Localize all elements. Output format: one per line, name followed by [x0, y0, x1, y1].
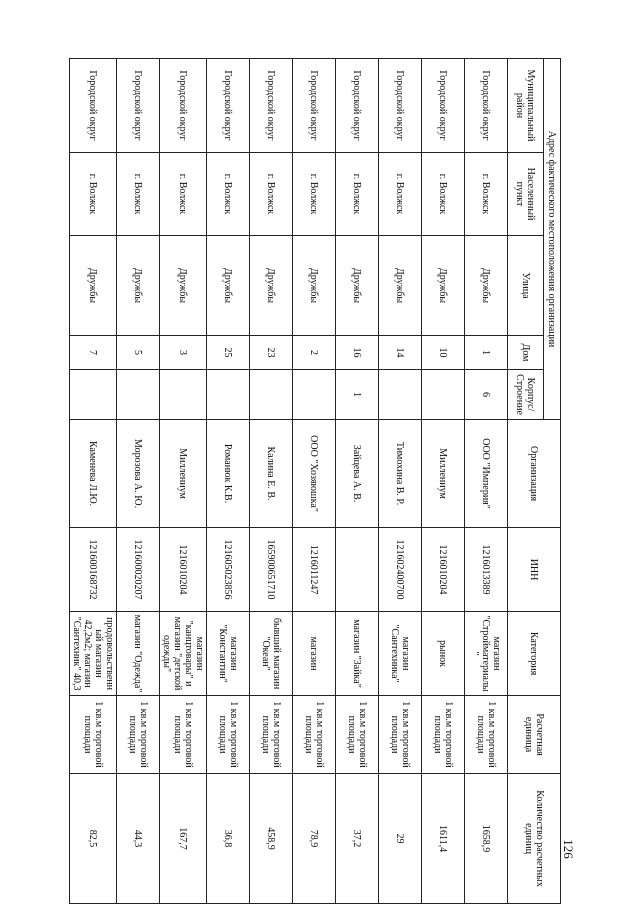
cell-quantity: 1658,9 — [465, 774, 508, 904]
cell-locality: г. Волжск — [336, 153, 379, 236]
cell-district: Городской округ — [293, 59, 336, 153]
cell-organization: Тимохина В. Р. — [379, 420, 422, 528]
table-row — [70, 59, 117, 904]
cell-street: Дружбы — [379, 236, 422, 336]
cell-district: Городской округ — [117, 59, 160, 153]
page-number: 126 — [561, 839, 576, 859]
cell-locality: г. Волжск — [117, 153, 160, 236]
organizations-table — [69, 58, 561, 904]
table-row — [207, 59, 250, 904]
cell-unit: 1 кв.м торговой площади — [465, 696, 508, 774]
cell-quantity: 458,9 — [250, 774, 293, 904]
building-header: Корпус/ Строение — [508, 370, 544, 420]
table-row — [160, 59, 207, 904]
cell-category: продовольственный магазин 42,2м2; магазин "Сантехник" 40,3 — [70, 612, 117, 696]
cell-organization: Миллениум — [160, 420, 207, 528]
cell-organization: ООО "Империя" — [465, 420, 508, 528]
cell-inn: 1216010204 — [160, 528, 207, 612]
cell-category: магазин "Стройматериалы" — [465, 612, 508, 696]
cell-quantity: 44,3 — [117, 774, 160, 904]
cell-locality: г. Волжск — [207, 153, 250, 236]
cell-district: Городской округ — [160, 59, 207, 153]
cell-category: рынок — [422, 612, 465, 696]
cell-house: 16 — [336, 336, 379, 370]
cell-district: Городской округ — [70, 59, 117, 153]
cell-quantity: 37,2 — [336, 774, 379, 904]
table-body — [70, 59, 508, 904]
category-header: Категория — [508, 612, 561, 696]
table-row — [422, 59, 465, 904]
cell-inn: 1216011247 — [293, 528, 336, 612]
cell-street: Дружбы — [250, 236, 293, 336]
cell-locality: г. Волжск — [250, 153, 293, 236]
cell-building — [117, 370, 160, 420]
cell-category: магазин "Константин" — [207, 612, 250, 696]
cell-street: Дружбы — [160, 236, 207, 336]
cell-building — [250, 370, 293, 420]
cell-unit: 1 кв.м торговой площади — [117, 696, 160, 774]
cell-building — [379, 370, 422, 420]
cell-district: Городской округ — [336, 59, 379, 153]
cell-quantity: 82,5 — [70, 774, 117, 904]
cell-district: Городской округ — [207, 59, 250, 153]
cell-building — [293, 370, 336, 420]
table-row — [250, 59, 293, 904]
cell-building: 1 — [336, 370, 379, 420]
cell-quantity: 167,7 — [160, 774, 207, 904]
cell-locality: г. Волжск — [465, 153, 508, 236]
rotated-table-container — [69, 58, 561, 904]
cell-organization: Морозова А. Ю. — [117, 420, 160, 528]
cell-locality: г. Волжск — [293, 153, 336, 236]
cell-category: магазин — [293, 612, 336, 696]
cell-unit: 1 кв.м торговой площади — [422, 696, 465, 774]
cell-locality: г. Волжск — [70, 153, 117, 236]
cell-building: 6 — [465, 370, 508, 420]
cell-organization: ООО "Хозяюшка" — [293, 420, 336, 528]
cell-quantity: 36,8 — [207, 774, 250, 904]
cell-district: Городской округ — [250, 59, 293, 153]
quantity-header: Количество расчетных единиц — [508, 774, 561, 904]
cell-locality: г. Волжск — [379, 153, 422, 236]
cell-inn: 165900651710 — [250, 528, 293, 612]
cell-unit: 1 кв.м торговой площади — [207, 696, 250, 774]
cell-inn: 1216013389 — [465, 528, 508, 612]
cell-street: Дружбы — [422, 236, 465, 336]
cell-unit: 1 кв.м торговой площади — [379, 696, 422, 774]
table-row — [293, 59, 336, 904]
cell-inn: 121600168732 — [70, 528, 117, 612]
cell-street: Дружбы — [465, 236, 508, 336]
cell-district: Городской округ — [465, 59, 508, 153]
cell-organization: Зайцева А. В. — [336, 420, 379, 528]
cell-street: Дружбы — [293, 236, 336, 336]
cell-building — [160, 370, 207, 420]
cell-unit: 1 кв.м торговой площади — [160, 696, 207, 774]
cell-house: 7 — [70, 336, 117, 370]
cell-district: Городской округ — [379, 59, 422, 153]
cell-quantity: 78,9 — [293, 774, 336, 904]
cell-category: магазин "Одежда" — [117, 612, 160, 696]
cell-locality: г. Волжск — [160, 153, 207, 236]
cell-unit: 1 кв.м торговой площади — [293, 696, 336, 774]
table-row — [117, 59, 160, 904]
cell-house: 25 — [207, 336, 250, 370]
cell-category: бывший магазин "Океан" — [250, 612, 293, 696]
cell-organization: Каменева Л.Ю. — [70, 420, 117, 528]
address-group-header: Адрес фактического местоположения организации — [544, 59, 561, 420]
cell-unit: 1 кв.м торговой площади — [336, 696, 379, 774]
cell-locality: г. Волжск — [422, 153, 465, 236]
house-header: Дом — [508, 336, 544, 370]
street-header: Улица — [508, 236, 544, 336]
cell-house: 2 — [293, 336, 336, 370]
cell-unit: 1 кв.м торговой площади — [70, 696, 117, 774]
cell-building — [422, 370, 465, 420]
cell-house: 5 — [117, 336, 160, 370]
cell-house: 14 — [379, 336, 422, 370]
cell-street: Дружбы — [117, 236, 160, 336]
cell-category: магазин "канцтовары" и магазин "детской одежды" — [160, 612, 207, 696]
cell-inn: 121605023856 — [207, 528, 250, 612]
cell-organization: Миллениум — [422, 420, 465, 528]
cell-house: 23 — [250, 336, 293, 370]
table-row — [379, 59, 422, 904]
table-row — [336, 59, 379, 904]
cell-district: Городской округ — [422, 59, 465, 153]
cell-quantity: 29 — [379, 774, 422, 904]
cell-house: 1 — [465, 336, 508, 370]
cell-inn — [336, 528, 379, 612]
cell-inn: 121600020207 — [117, 528, 160, 612]
cell-category: магазин "Сантехника" — [379, 612, 422, 696]
cell-organization: Романюк К.В. — [207, 420, 250, 528]
cell-category: магазин "Зайка" — [336, 612, 379, 696]
organization-header: Организация — [508, 420, 561, 528]
cell-building — [70, 370, 117, 420]
district-header: Муниципальный район — [508, 59, 544, 153]
cell-building — [207, 370, 250, 420]
locality-header: Населенный пункт — [508, 153, 544, 236]
cell-street: Дружбы — [336, 236, 379, 336]
cell-house: 3 — [160, 336, 207, 370]
cell-quantity: 1611,4 — [422, 774, 465, 904]
cell-organization: Калина Е. В. — [250, 420, 293, 528]
cell-inn: 121602400700 — [379, 528, 422, 612]
inn-header: ИНН — [508, 528, 561, 612]
table-row — [465, 59, 508, 904]
cell-street: Дружбы — [70, 236, 117, 336]
cell-inn: 1216010204 — [422, 528, 465, 612]
cell-unit: 1 кв.м торговой площади — [250, 696, 293, 774]
cell-house: 10 — [422, 336, 465, 370]
unit-header: Расчетная единица — [508, 696, 561, 774]
cell-street: Дружбы — [207, 236, 250, 336]
